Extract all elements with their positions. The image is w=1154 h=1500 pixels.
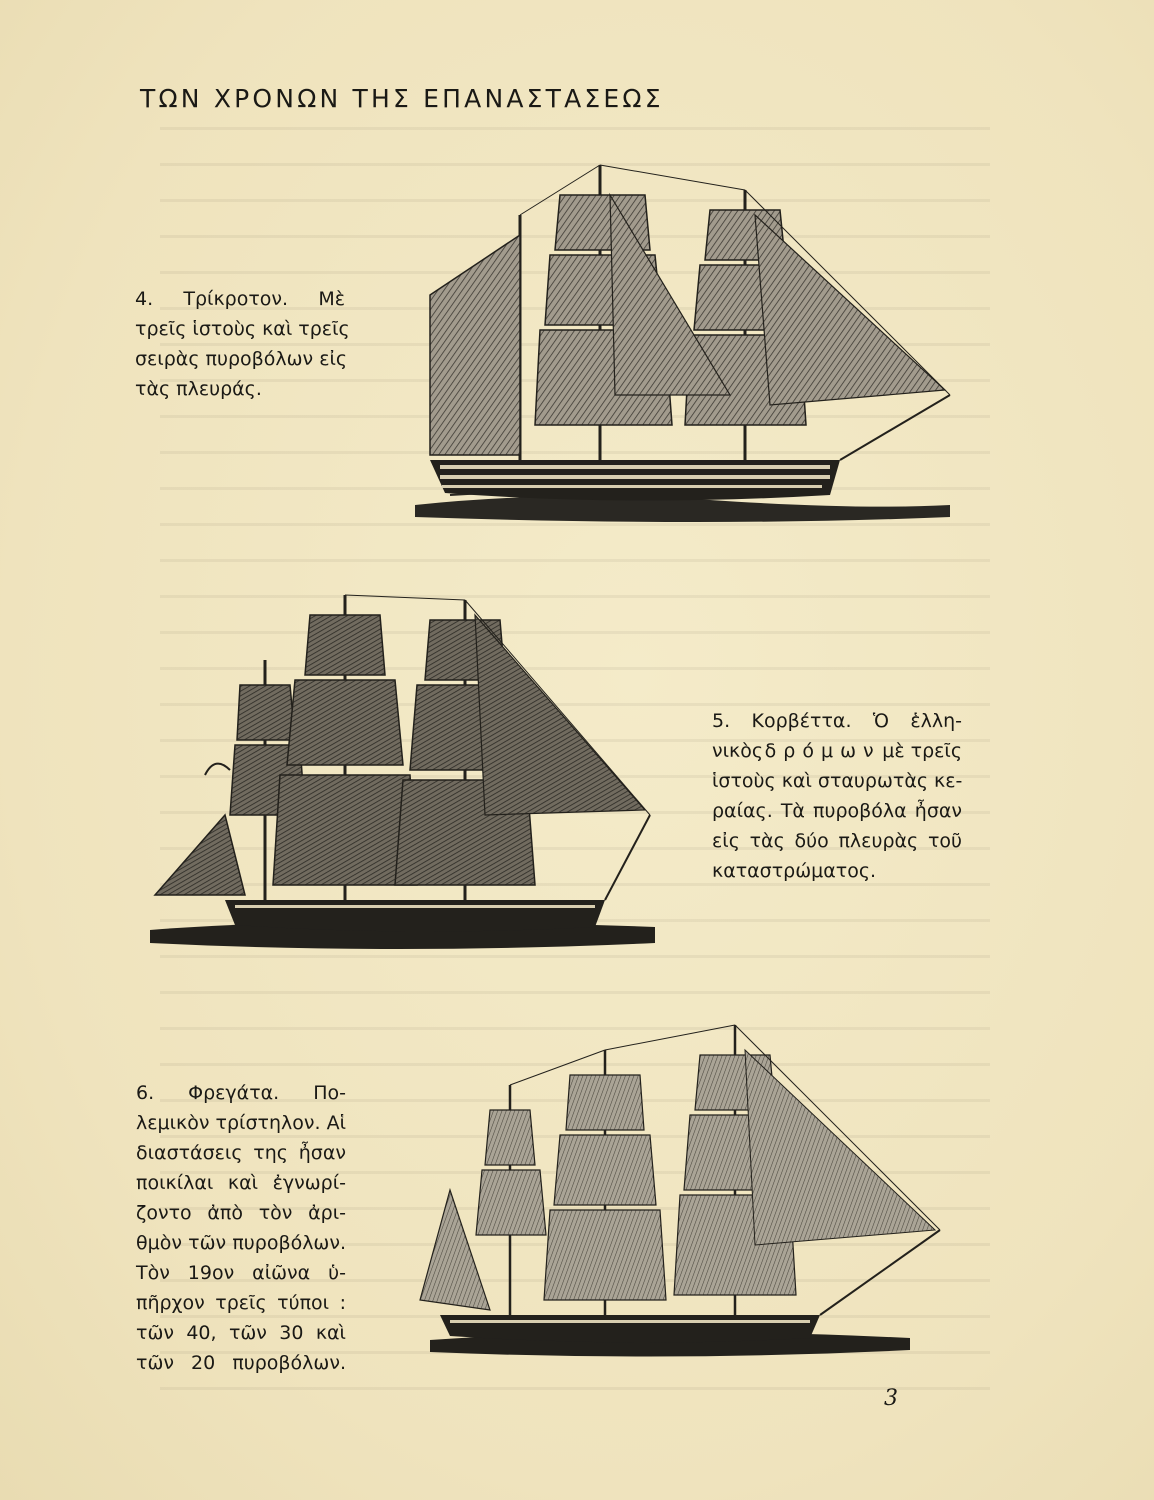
caption-line: πῆρχον τρεῖς τύποι : <box>136 1292 346 1314</box>
caption-word-spaced: δρόμων <box>764 740 881 762</box>
ship-illustration-korvetta <box>145 575 660 970</box>
page-number: 3 <box>884 1386 898 1411</box>
caption-line: εἰς τὰς δύο πλευρὰς τοῦ <box>712 830 962 852</box>
caption-line: ραίας. Τὰ πυροβόλα ἦσαν <box>712 800 962 822</box>
caption-line: λεμικὸν τρίστηλον. Αἱ <box>136 1112 346 1134</box>
running-title: ΤΩΝ ΧΡΟΝΩΝ ΤΗΣ ΕΠΑΝΑΣΤΑΣΕΩΣ <box>140 84 664 113</box>
caption-trikroton <box>135 284 350 404</box>
caption-line: 5. Κορβέττα. Ὁ ἑλλη- <box>712 710 962 732</box>
caption-line: ἱστοὺς καὶ σταυρωτὰς κε- <box>712 770 963 792</box>
caption-word: νικὸς <box>712 740 764 762</box>
caption-line: 6. Φρεγάτα. Πο- <box>136 1082 346 1104</box>
ship-illustration-fregata <box>390 1020 945 1365</box>
caption-line: καταστρώματος. <box>712 860 877 882</box>
caption-line: διαστάσεις της ἦσαν <box>136 1142 346 1164</box>
ship-illustration-trikroton <box>410 155 955 530</box>
caption-line: Τὸν 19ον αἰῶνα ὑ- <box>136 1262 346 1284</box>
caption-line: θμὸν τῶν πυροβόλων. <box>136 1232 346 1254</box>
caption-fregata <box>136 1078 346 1378</box>
caption-line: τῶν 20 πυροβόλων. <box>136 1352 346 1374</box>
caption-korvetta <box>712 706 962 886</box>
caption-line: σειρὰς πυροβόλων εἰς <box>135 348 348 370</box>
caption-line: ποικίλαι καὶ ἐγνωρί- <box>136 1172 346 1194</box>
caption-line: τὰς πλευράς. <box>135 378 262 400</box>
caption-line: τῶν 40, τῶν 30 καὶ <box>136 1322 346 1344</box>
caption-line: τρεῖς ἱστοὺς καὶ τρεῖς <box>135 318 350 340</box>
caption-line: ζοντο ἀπὸ τὸν ἀρι- <box>136 1202 346 1224</box>
caption-word: μὲ τρεῖς <box>882 740 962 762</box>
caption-line: 4. Τρίκροτον. Μὲ <box>135 288 345 310</box>
